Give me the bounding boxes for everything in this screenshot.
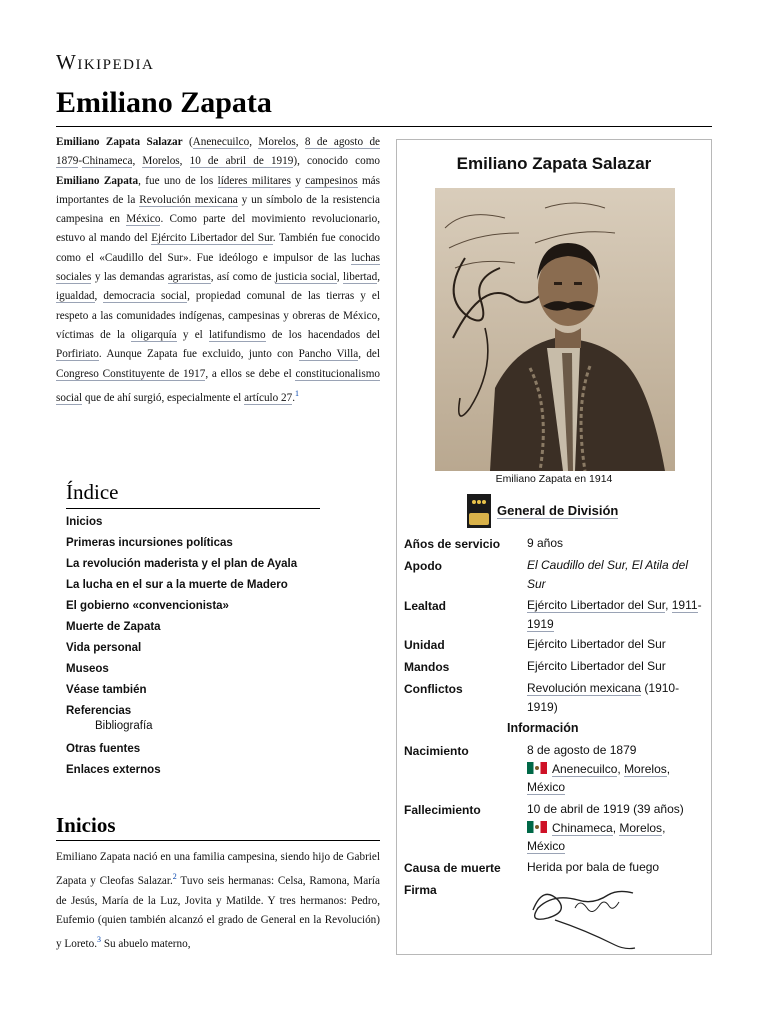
- link-morelos-infobox-2[interactable]: Morelos: [619, 820, 663, 835]
- link-1919[interactable]: 1919: [527, 616, 554, 631]
- toc-item-primeras-incursiones[interactable]: Primeras incursiones políticas: [66, 537, 233, 549]
- label-lealtad: Lealtad: [404, 599, 447, 613]
- reference-2[interactable]: 2: [172, 872, 177, 882]
- link-libertad[interactable]: libertad: [343, 271, 378, 284]
- link-articulo-27[interactable]: artículo 27: [244, 391, 293, 404]
- infobox-title: Emiliano Zapata Salazar: [456, 154, 652, 173]
- section-paragraph-inicios: Emiliano Zapata nació en una familia campesina, siendo hijo de Gabriel Zapata y Cleofas Salazar.$^2$ Tuvo seis hermanas: Celsa, Ramona, María de Jesús, María de la Luz, Jovita y Matilde. Y tres hermanos: Pedro, Eufemio (quien también alcanzó el grado de General en la Revolución) y Loreto.$^3$ Su abuelo materno,: [56, 851, 380, 951]
- toc-divider: [66, 508, 320, 509]
- label-nacimiento: Nacimiento: [404, 744, 469, 758]
- photo-caption: Emiliano Zapata en 1914: [495, 473, 613, 485]
- mexico-flag-icon: [527, 762, 547, 774]
- value-causa-muerte: Herida por bala de fuego: [527, 860, 660, 874]
- link-lideres-militares[interactable]: líderes militares: [217, 174, 291, 187]
- link-campesinos[interactable]: campesinos: [305, 174, 358, 187]
- value-anos-servicio: 9 años: [527, 536, 564, 550]
- toc-item-vida-personal[interactable]: Vida personal: [66, 642, 142, 654]
- link-morelos-infobox[interactable]: Morelos: [624, 761, 667, 776]
- link-1911[interactable]: 1911: [671, 598, 698, 612]
- section-divider: [56, 840, 380, 841]
- link-morelos[interactable]: Morelos: [258, 136, 296, 148]
- link-anenecuilco[interactable]: Anenecuilco: [192, 136, 250, 148]
- value-lealtad: Ejército Libertador del Sur, 1911-1919: [527, 598, 702, 631]
- label-causa-muerte: Causa de muerte: [404, 861, 501, 875]
- reference-3[interactable]: 3: [97, 935, 102, 945]
- link-anenecuilco-infobox[interactable]: Anenecuilco: [552, 761, 618, 776]
- link-mexico-infobox-2[interactable]: México: [527, 839, 566, 853]
- link-mexico[interactable]: México: [126, 213, 161, 226]
- toc-title: Índice: [66, 480, 119, 504]
- value-unidad: Ejército Libertador del Sur: [527, 637, 666, 651]
- label-apodo: Apodo: [404, 559, 442, 573]
- subject-name: Emiliano Zapata Salazar: [56, 136, 183, 148]
- label-conflictos: Conflictos: [404, 682, 463, 696]
- rank-link[interactable]: General de División: [497, 503, 619, 518]
- value-fallecimiento: 10 de abril de 1919 (39 años) Chinameca, Morelos, México: [527, 802, 684, 853]
- link-igualdad[interactable]: igualdad: [56, 290, 95, 303]
- toc-item-revolucion-maderista[interactable]: La revolución maderista y el plan de Ayala: [66, 558, 298, 570]
- link-chinameca[interactable]: Chinameca: [82, 155, 133, 168]
- infobox: [396, 139, 712, 955]
- toc-item-muerte-de-zapata[interactable]: Muerte de Zapata: [66, 621, 161, 633]
- value-mandos: Ejército Libertador del Sur: [527, 659, 666, 673]
- link-morelos-2[interactable]: Morelos: [142, 155, 180, 168]
- link-constitucionalismo-social[interactable]: constitucionalismo social: [56, 367, 381, 404]
- link-democracia-social[interactable]: democracia social: [103, 290, 188, 303]
- link-justicia-social[interactable]: justicia social: [275, 271, 337, 284]
- signature-image[interactable]: [525, 880, 655, 950]
- section-heading-inicios: Inicios: [56, 813, 116, 837]
- toc-item-vease-tambien[interactable]: Véase también: [66, 684, 147, 696]
- wikipedia-logo[interactable]: Wikipedia: [56, 50, 155, 74]
- label-anos-servicio: Años de servicio: [404, 537, 501, 551]
- link-ejercito-libertador-sur[interactable]: Ejército Libertador del Sur: [527, 598, 666, 612]
- link-ejercito-libertador[interactable]: Ejército Libertador del Sur: [151, 232, 273, 245]
- title-divider: [56, 126, 712, 127]
- link-revolucion-mexicana-infobox[interactable]: Revolución mexicana: [527, 681, 642, 695]
- rank-row: [467, 494, 618, 528]
- page-title: Emiliano Zapata: [56, 86, 272, 119]
- value-apodo: El Caudillo del Sur, El Atila del Sur: [527, 558, 688, 591]
- link-revolucion-mexicana[interactable]: Revolución mexicana: [139, 193, 238, 206]
- toc-item-otras-fuentes[interactable]: Otras fuentes: [66, 743, 141, 755]
- toc-item-referencias[interactable]: Referencias: [66, 705, 132, 717]
- general-rank-insignia-icon: [467, 494, 491, 528]
- label-fallecimiento: Fallecimiento: [404, 803, 481, 817]
- value-nacimiento: 8 de agosto de 1879 Anenecuilco, Morelos, México: [527, 743, 671, 794]
- toc-item-museos[interactable]: Museos: [66, 663, 109, 675]
- link-birth-date[interactable]: 8 de agosto de 1879: [56, 136, 381, 168]
- link-death-date[interactable]: 10 de abril de 1919: [189, 155, 294, 168]
- toc-item-enlaces-externos[interactable]: Enlaces externos: [66, 764, 161, 776]
- link-congreso-constituyente[interactable]: Congreso Constituyente de 1917: [56, 367, 206, 380]
- portrait-photo[interactable]: [435, 188, 675, 471]
- lead-paragraph: Emiliano Zapata Salazar (Anenecuilco, Morelos, 8 de agosto de 1879-Chinameca, Morelos, 10 de abril de 1919), conocido como Emiliano Zapata, fue uno de los líderes militares y campesinos más importantes de la Revolución mexicana y un símbolo de la resistencia campesina en México. Como parte del movimiento revolucionario, estuvo al mando del Ejército Libertador del Sur. También fue conocido como el «Caudillo del Sur». Fue ideólogo e impulsor de las luchas sociales y las demandas agraristas, así como de justicia social, libertad, igualdad, democracia social, propiedad comunal de las tierras y el respeto a las comunidades indígenas, campesinas y obreras de México, víctimas de la oligarquía y el latifundismo de los hacendados del Porfiriato. Aunque Zapata fue excluido, junto con Pancho Villa, del Congreso Constituyente de 1917, a ellos se debe el constitucionalismo social que de ahí surgió, especialmente el artículo 27.$^1$: [56, 136, 381, 404]
- infobox-section-informacion: Información: [507, 721, 579, 735]
- link-chinameca-infobox[interactable]: Chinameca: [552, 820, 613, 835]
- mexico-flag-icon: [527, 821, 547, 833]
- toc-item-lucha-en-el-sur[interactable]: La lucha en el sur a la muerte de Madero: [66, 579, 288, 591]
- link-agraristas[interactable]: agraristas: [167, 271, 211, 284]
- link-luchas-sociales[interactable]: luchas sociales: [56, 251, 380, 284]
- label-unidad: Unidad: [404, 638, 445, 652]
- toc-item-inicios[interactable]: Inicios: [66, 516, 103, 528]
- toc-subitem-bibliografia[interactable]: Bibliografía: [95, 720, 153, 732]
- link-porfiriato[interactable]: Porfiriato: [56, 348, 99, 361]
- link-mexico-infobox[interactable]: México: [527, 780, 566, 794]
- label-firma: Firma: [404, 883, 437, 897]
- label-mandos: Mandos: [404, 660, 450, 674]
- link-pancho-villa[interactable]: Pancho Villa: [298, 348, 359, 361]
- link-oligarquia[interactable]: oligarquía: [131, 328, 177, 341]
- value-conflictos: Revolución mexicana (1910-1919): [527, 681, 680, 714]
- reference-1[interactable]: 1: [295, 388, 300, 398]
- link-latifundismo[interactable]: latifundismo: [209, 328, 266, 341]
- toc-item-gobierno-convencionista[interactable]: El gobierno «convencionista»: [66, 600, 229, 612]
